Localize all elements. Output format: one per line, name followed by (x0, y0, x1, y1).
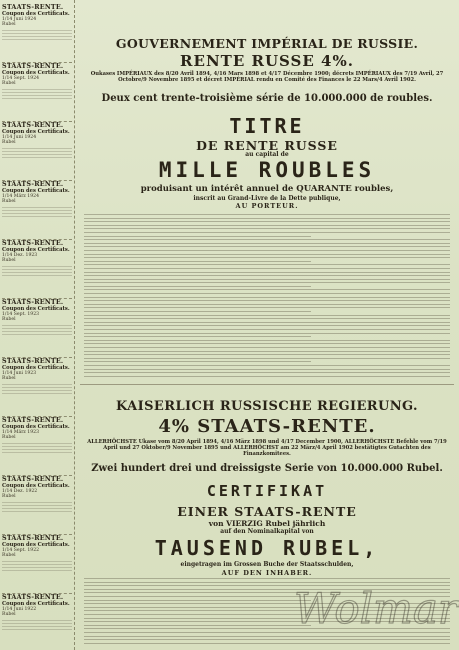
fine-print-line (84, 289, 450, 290)
coupon-rubel-label: Rubel (2, 494, 16, 500)
coupon-subheading: Coupon des Certificats. (2, 424, 70, 430)
fine-print-line (84, 322, 450, 323)
coupon-subheading: Coupon des Certificats. (2, 247, 70, 253)
fine-print-line (84, 340, 450, 341)
french-terms-fine-print (84, 214, 450, 379)
coupon-heading: STAATS-RENTE. (2, 62, 64, 70)
fine-print-line (84, 361, 311, 362)
coupon-rubel-label: Rubel (2, 435, 16, 441)
fine-print-line (84, 257, 450, 258)
german-series-line: Zwei hundert drei und dreissigste Serie von 10.000.000 Rubel. (91, 463, 443, 474)
coupon-6 (2, 299, 72, 358)
coupon-date: 1/14 Dez. 1923 (2, 253, 38, 258)
german-einer-staats-rente: EINER STAATS-RENTE (177, 504, 357, 519)
fine-print-line (84, 625, 311, 626)
coupon-subheading: Coupon des Certificats. (2, 11, 70, 17)
coupon-date: 1/14 Dez. 1922 (2, 489, 38, 494)
french-interest-line: produisant un intérêt annuel de QUARANTE roubles, (140, 184, 394, 194)
german-eingetragen-line: eingetragen im Grossen Buche der Staatsschulden, (180, 561, 354, 568)
coupon-date: 1/14 März 1924 (2, 194, 39, 199)
fine-print-line (84, 333, 450, 334)
french-ukases-text: Oukases IMPÉRIAUX des 8/20 Avril 1894, 4/16 Mars 1898 et 4/17 Décembre 1900; décrets IMPÉRIAUX des 7/19 Avril, 27 Octobre/9 Novembre 1895 et décret IMPÉRIAL rendu en Comité des Finances le 22 Mars/4 Avril 1902. (90, 71, 444, 84)
german-certifikat-heading: CERTIFIKAT (206, 482, 328, 500)
german-government-heading: KAISERLICH RUSSISCHE REGIERUNG. (116, 399, 418, 414)
fine-print-line (84, 275, 450, 276)
fine-print-line (84, 282, 450, 283)
fine-print-line (84, 376, 450, 377)
coupon-subheading: Coupon des Certificats. (2, 483, 70, 489)
fine-print-line (84, 272, 450, 273)
coupon-rubel-label: Rubel (2, 81, 16, 87)
fine-print-line (84, 329, 450, 330)
coupon-subheading: Coupon des Certificats. (2, 188, 70, 194)
fine-print-line (84, 372, 450, 373)
fine-print-line (84, 365, 450, 366)
coupon-heading: STAATS-RENTE. (2, 593, 64, 601)
fine-print-line (84, 279, 450, 280)
german-vierzig-line: von VIERZIG Rubel jährlich (208, 519, 326, 528)
fine-print-line (84, 246, 450, 247)
coupon-heading: STAATS-RENTE. (2, 121, 64, 129)
coupon-date: 1/14 Juni 1922 (2, 607, 37, 612)
fine-print-line (84, 315, 450, 316)
coupon-8 (2, 417, 72, 476)
coupon-rubel-label: Rubel (2, 199, 16, 205)
fine-print-line (84, 225, 450, 226)
french-titre-heading: TITRE (229, 114, 305, 138)
watermark-text: Wolmar (294, 584, 458, 633)
coupon-date: 1/14 März 1923 (2, 430, 39, 435)
coupon-heading: STAATS-RENTE. (2, 3, 64, 11)
coupon-rubel-label: Rubel (2, 22, 16, 28)
fine-print-line (84, 600, 311, 601)
fine-print-line (84, 307, 450, 308)
coupon-date: 1/14 Juni 1924 (2, 17, 37, 22)
fine-print-line (84, 232, 450, 233)
french-government-heading: GOUVERNEMENT IMPÉRIAL DE RUSSIE. (115, 36, 419, 51)
coupon-rubel-label: Rubel (2, 258, 16, 264)
coupon-date: 1/14 Sept. 1922 (2, 548, 40, 553)
coupon-subheading: Coupon des Certificats. (2, 542, 70, 548)
fine-print-line (84, 254, 450, 255)
coupon-heading: STAATS-RENTE. (2, 180, 64, 188)
fine-print-line (84, 354, 450, 355)
fine-print-line (84, 264, 450, 265)
fine-print-line (84, 369, 450, 370)
certificate-body (80, 0, 454, 650)
coupon-heading: STAATS-RENTE. (2, 298, 64, 306)
fine-print-line (84, 228, 450, 229)
french-mille-roubles: MILLE ROUBLES (158, 158, 376, 182)
fine-print-line (84, 236, 311, 237)
fine-print-line (84, 358, 450, 359)
coupon-strip (0, 0, 75, 650)
coupon-9 (2, 476, 72, 535)
fine-print-line (84, 343, 450, 344)
coupon-date: 1/14 Juni 1924 (2, 135, 37, 140)
coupon-heading: STAATS-RENTE. (2, 475, 64, 483)
coupon-heading: STAATS-RENTE. (2, 416, 64, 424)
fine-print-line (84, 261, 311, 262)
fine-print-line (84, 318, 450, 319)
german-erlasse-text: ALLERHÖCHSTE Ukase vom 8/20 April 1894, 4/16 März 1898 und 4/17 December 1900, ALLERHÖCHSTE Befehle vom 7/19 April und 27 Oktober/9 November 1895 und ALLERHÖCHST am 22 März/4 April 1902 bestätigtes Gutachten des Finanzkomitees. (87, 439, 447, 458)
coupon-rubel-label: Rubel (2, 553, 16, 559)
fine-print-line (84, 325, 450, 326)
coupon-date: 1/14 Sept. 1923 (2, 312, 40, 317)
fine-print-line (84, 351, 450, 352)
french-rente-title: RENTE RUSSE 4%. (180, 52, 354, 70)
coupon-7 (2, 358, 72, 417)
fine-print-line (84, 221, 450, 222)
fine-print-line (84, 214, 450, 215)
coupon-heading: STAATS-RENTE. (2, 357, 64, 365)
coupon-1 (2, 4, 72, 63)
french-au-capital: au capital de (245, 151, 289, 158)
coupon-rubel-label: Rubel (2, 376, 16, 382)
fine-print-line (84, 239, 450, 240)
fine-print-line (84, 250, 450, 251)
watermark-logo (290, 575, 459, 645)
fine-print-line (84, 300, 450, 301)
coupon-subheading: Coupon des Certificats. (2, 601, 70, 607)
section-divider (80, 384, 454, 385)
fine-print-line (84, 304, 450, 305)
french-au-porteur: AU PORTEUR. (235, 202, 299, 210)
coupon-rubel-label: Rubel (2, 140, 16, 146)
fine-print-line (84, 293, 450, 294)
fine-print-line (84, 218, 450, 219)
french-series-line: Deux cent trente-troisième série de 10.000.000 de roubles. (101, 93, 433, 104)
coupon-3 (2, 122, 72, 181)
coupon-11 (2, 594, 72, 650)
fine-print-line (84, 297, 450, 298)
german-auf-den-inhaber: AUF DEN INHABER. (221, 569, 313, 577)
german-tausend-rubel: TAUSEND RUBEL, (154, 536, 380, 560)
french-de-rente: DE RENTE RUSSE (196, 138, 338, 153)
coupon-date: 1/14 Sept. 1924 (2, 76, 40, 81)
coupon-5 (2, 240, 72, 299)
coupon-date: 1/14 Juni 1923 (2, 371, 37, 376)
coupon-subheading: Coupon des Certificats. (2, 70, 70, 76)
fine-print-line (84, 243, 450, 244)
german-nominal-line: auf den Nominalkapital von (220, 528, 314, 535)
fine-print-line (84, 286, 311, 287)
coupon-subheading: Coupon des Certificats. (2, 129, 70, 135)
coupon-10 (2, 535, 72, 594)
german-rente-title: 4% STAATS-RENTE. (158, 416, 376, 437)
fine-print-line (84, 311, 311, 312)
coupon-subheading: Coupon des Certificats. (2, 306, 70, 312)
fine-print-line (84, 268, 450, 269)
coupon-heading: STAATS-RENTE. (2, 239, 64, 247)
coupon-2 (2, 63, 72, 122)
fine-print-line (84, 336, 311, 337)
fine-print-line (84, 347, 450, 348)
coupon-subheading: Coupon des Certificats. (2, 365, 70, 371)
coupon-rubel-label: Rubel (2, 612, 16, 618)
coupon-4 (2, 181, 72, 240)
french-inscrit-line: inscrit au Grand-Livre de la Dette publique, (193, 195, 341, 202)
coupon-heading: STAATS-RENTE. (2, 534, 64, 542)
coupon-rubel-label: Rubel (2, 317, 16, 323)
